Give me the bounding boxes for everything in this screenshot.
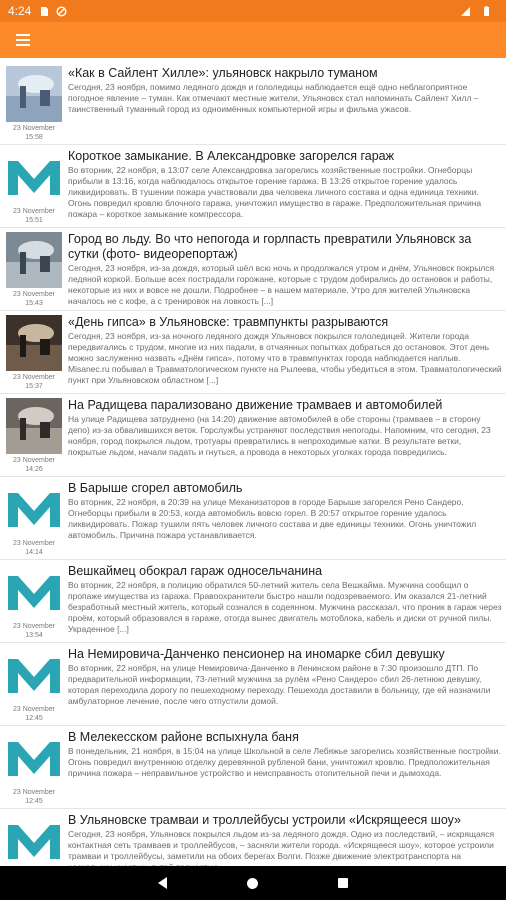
thumb-column xyxy=(4,66,64,142)
item-date xyxy=(13,456,55,474)
item-date-day: 23 November xyxy=(12,706,56,713)
item-excerpt: В понедельник, 21 ноября, в 15:04 на улице Школьной в селе Лебяжье загорелись хозяйственные постройки. Огонь повредил внутреннюю отделку деревянной рубленой бани, уничтожил кровлю. Предположительная причина пожара – неправильное устройство и неисправность отопительной печи и дымохода. xyxy=(68,746,501,778)
signal-icon xyxy=(460,6,471,17)
list-item[interactable] xyxy=(0,477,506,560)
text-column xyxy=(64,647,502,723)
item-date xyxy=(13,539,55,557)
item-date-time: 14:26 xyxy=(25,466,43,473)
item-title[interactable]: Город во льду. Во что непогода и горлпасть превратили Ульяновск за сутки (фото- видеорепортаж) xyxy=(68,232,472,261)
thumb-column xyxy=(4,315,64,391)
thumb-column xyxy=(4,647,64,723)
item-title[interactable]: Вешкаймец обокрал гараж односельчанина xyxy=(68,564,323,578)
item-date-time: 15:51 xyxy=(25,217,43,224)
item-excerpt: Сегодня, 23 ноября, Ульяновск покрылся льдом из-за ледяного дождя. Одно из последствий, – искрящаяся контактная сеть трамваев и троллейбусов, – засняли жители города. «Искрящееся шоу», которое устроили трамваи и троллейбусы, заметили на обоих берегах Волги. Позже движение электротранспорта на xyxy=(68,829,495,861)
item-date-time: 15:58 xyxy=(25,134,43,141)
status-time: 4:24 xyxy=(8,4,32,18)
news-list[interactable] xyxy=(0,62,506,866)
list-item[interactable] xyxy=(0,394,506,477)
thumb-column xyxy=(4,481,64,557)
item-date xyxy=(13,788,55,806)
article-photo xyxy=(6,315,62,371)
item-date-day: 23 November xyxy=(12,125,56,132)
thumb-column xyxy=(4,149,64,225)
item-date-day: 23 November xyxy=(12,623,56,630)
item-title[interactable]: В Ульяновске трамваи и троллейбусы устроили «Искрящееся шоу» xyxy=(68,813,461,827)
item-date xyxy=(13,290,55,308)
item-date-time: 12:45 xyxy=(25,715,43,722)
item-excerpt: Сегодня, 23 ноября, из-за дождя, который шёл всю ночь и продолжался утром и днём, Ульяновск покрылся ледяной коркой. Больше всех пострадали горожане, которые с трудом добирались до остановок и работы, некоторые из них и вовсе не дошли. Подробнее – в нашем материале. Утро для жителей Ульяновска началось не с кофе, а с тренировок на ловкость [...] xyxy=(68,263,495,306)
menu-button[interactable] xyxy=(16,29,38,51)
list-item[interactable] xyxy=(0,560,506,643)
item-date-day: 23 November xyxy=(12,374,56,381)
item-title[interactable]: В Барыше сгорел автомобиль xyxy=(68,481,243,495)
item-date xyxy=(13,124,55,142)
battery-icon xyxy=(481,6,492,17)
thumb-column xyxy=(4,398,64,474)
status-bar xyxy=(0,0,506,22)
item-title[interactable]: На Радищева парализовано движение трамваев и автомобилей xyxy=(68,398,443,412)
text-column xyxy=(64,232,502,308)
item-excerpt: Во вторник, 22 ноября, в 13:07 селе Александровка загорелись хозяйственные постройки. Огнеборцы прибыли в 13:16, когда наблюдалось открытое горение гаража. В 13:26 открытое горение удалось ликвидировать. В тушении пожара участвовали два человека личного состава и одна единица техники. Огонь повредил кровлю блочного гаража, уничтожил имущество в гараже. Предположительная причина пожара – короткое замыкание компрессора. xyxy=(68,165,482,219)
menu-icon xyxy=(16,34,30,36)
list-item[interactable] xyxy=(0,62,506,145)
item-date-day: 23 November xyxy=(12,789,56,796)
item-date-time: 14:14 xyxy=(25,549,43,556)
article-photo xyxy=(6,232,62,288)
item-date xyxy=(13,622,55,640)
item-date-day: 23 November xyxy=(12,540,56,547)
thumb-column xyxy=(4,232,64,308)
article-photo xyxy=(6,66,62,122)
item-excerpt: Во вторник, 22 ноября, в полицию обратился 50-летний житель села Вешкайма. Мужчина сообщил о пропаже имущества из гаража. Правоохранители быстро нашли подозреваемого. Им оказался 21-летний безработный местный житель, который сознался в содеянном. Мужчина рассказал, что проник в гараж через проём, который образовался в гараже, отогда вынес двигатель мотоблока, кабель и диски от ручной пилы. Украденное [...] xyxy=(68,580,502,634)
text-column xyxy=(64,730,502,806)
status-right xyxy=(460,6,498,17)
item-excerpt: Во вторник, 22 ноября, на улице Немировича-Данченко в Ленинском районе в 7:30 произошло ДТП. По предварительной информации, 73-летний мужчина за рулём «Рено Сандеро» сбил 26-летнюю девушку, которая переходила дорогу по пешеходному переходу. Пешехода доставили в больницу, где ей назначили амбулаторное лечение, после чего отпустили домой. xyxy=(68,663,491,706)
item-date-time: 15:37 xyxy=(25,383,43,390)
menu-icon-line xyxy=(16,39,30,41)
thumb-column xyxy=(4,730,64,806)
item-excerpt: На улице Радищева затруднено (на 14:20) движение автомобилей в обе стороны (трамваев – в сторону депо) из-за обвалившихся веток. Горслужбы устраняют последствия непогоды. Напомним, что сегодня, 23 ноября, город покрылся льдом, тротуары превратились в непроходимые катки. В результате ветки, покрытые льдом, начали падать и гнуться, а провода в некоторых уголках города повредились. xyxy=(68,414,491,457)
site-logo-icon xyxy=(6,481,62,537)
site-logo-icon xyxy=(6,564,62,620)
text-column xyxy=(64,315,502,391)
navigation-bar xyxy=(0,866,506,900)
item-excerpt: Сегодня, 23 ноября, помимо ледяного дождя и гололедицы наблюдается ещё одно неблагоприятное погодное явление – туман. Как отмечают местные жители, Ульяновск стал напоминать Сайлент Хилл – таинственный туманный город из одноимённых компьютерной игры и фильма ужасов. xyxy=(68,82,479,114)
item-title[interactable]: В Мелекесском районе вспыхнула баня xyxy=(68,730,299,744)
item-title[interactable]: На Немировича-Данченко пенсионер на иномарке сбил девушку xyxy=(68,647,445,661)
list-item[interactable] xyxy=(0,228,506,311)
item-date-time: 13:54 xyxy=(25,632,43,639)
item-date-day: 23 November xyxy=(12,208,56,215)
text-column xyxy=(64,564,502,640)
recents-icon[interactable] xyxy=(338,878,348,888)
thumb-column xyxy=(4,564,64,640)
menu-icon-line xyxy=(16,44,30,46)
item-title[interactable]: «День гипса» в Ульяновске: травмпункты разрываются xyxy=(68,315,389,329)
sd-card-icon xyxy=(39,6,50,17)
text-column xyxy=(64,398,502,474)
home-icon[interactable] xyxy=(247,878,258,889)
site-logo-icon xyxy=(6,647,62,703)
item-title[interactable]: Короткое замыкание. В Александровке загорелся гараж xyxy=(68,149,394,163)
site-logo-icon xyxy=(6,730,62,786)
item-excerpt: Сегодня, 23 ноября, из-за ночного ледяного дождя Ульяновск покрылся гололедицей. Жители города передвигались с трудом, многие из них падали, в отчаянных попытках добраться до остановок. Этот день можно заслуженно назвать «Днём гипса», потому что в травмпунктах города наблюдается наплыв. Misanec.ru побывал в Травматологическом пункте на Рылеева, чтобы убедиться в этом. Травматологический пункт при Ульяновском областном [...] xyxy=(68,331,502,385)
item-date-day: 23 November xyxy=(12,457,56,464)
back-icon[interactable] xyxy=(158,877,167,889)
list-item[interactable] xyxy=(0,643,506,726)
article-photo xyxy=(6,398,62,454)
list-item[interactable] xyxy=(0,311,506,394)
site-logo-icon xyxy=(6,813,62,869)
list-item[interactable] xyxy=(0,726,506,809)
app-bar xyxy=(0,22,506,58)
item-date xyxy=(13,705,55,723)
site-logo-icon xyxy=(6,149,62,205)
item-date-day: 23 November xyxy=(12,291,56,298)
item-date-time: 12:45 xyxy=(25,798,43,805)
text-column xyxy=(64,66,502,142)
item-excerpt: Во вторник, 22 ноября, в 20:39 на улице Механизаторов в городе Барыше загорелся Рено Сандеро. Огнеборцы прибыли в 20:53, когда автомобиль вовсю горел. В 20:57 открытое горение удалось ликвидировать. Пожар тушили пять человек личного состава и две единицы техники. Огонь уничтожил автомобиль. Причина пожара устанавливается. xyxy=(68,497,477,540)
text-column xyxy=(64,149,502,225)
blocked-icon xyxy=(56,6,67,17)
item-date xyxy=(13,373,55,391)
item-date xyxy=(13,207,55,225)
list-item[interactable] xyxy=(0,145,506,228)
text-column xyxy=(64,481,502,557)
item-date-time: 15:43 xyxy=(25,300,43,307)
item-title[interactable]: «Как в Сайлент Хилле»: ульяновск накрыло туманом xyxy=(68,66,378,80)
